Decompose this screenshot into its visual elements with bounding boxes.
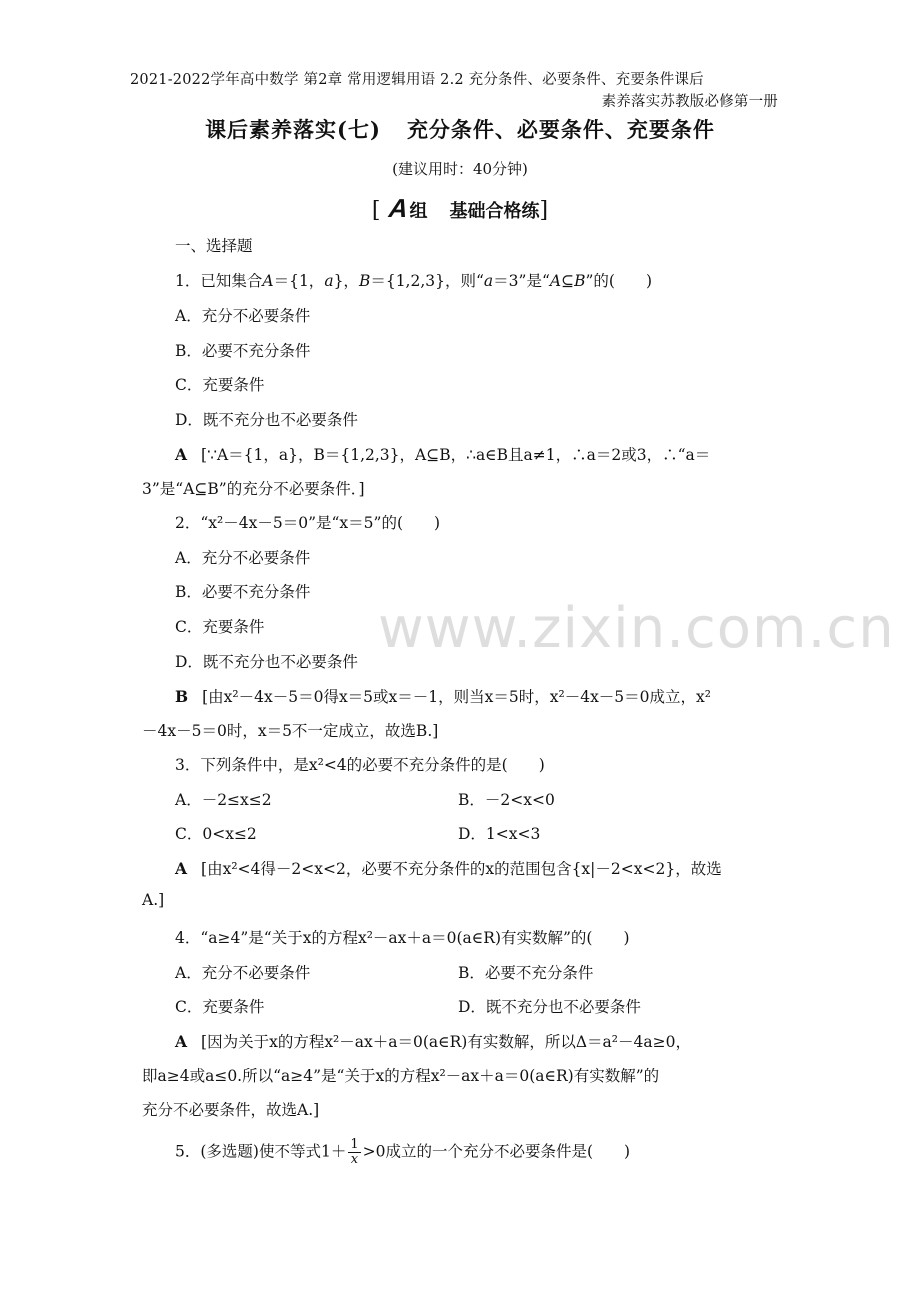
- q5-numerator: 1: [350, 1137, 359, 1152]
- q1-var-B2: B: [574, 272, 586, 290]
- q1-var-a: a: [324, 272, 334, 290]
- q4-option-d: D．既不充分也不必要条件: [458, 998, 641, 1016]
- q2-option-a: A．充分不必要条件: [175, 549, 311, 567]
- q2-stem: 2．“x²－4x－5＝0”是“x＝5”的( ): [175, 514, 441, 532]
- q1-option-c: C．充要条件: [175, 376, 265, 394]
- q5-denominator: x: [350, 1152, 359, 1167]
- group-right-bracket: ]: [539, 198, 549, 223]
- q3-sol1: [由x²<4得－2<x<2，必要不充分条件的x的范围包含{x|－2<x<2}，故选: [201, 860, 722, 878]
- q1-mid: }，: [333, 272, 359, 290]
- q2-solution-line2: －4x－5＝0时，x＝5不一定成立，故选B.]: [142, 722, 439, 740]
- q5-pre: 5．(多选题)使不等式1＋: [175, 1142, 347, 1161]
- q2-option-b: B．必要不充分条件: [175, 583, 311, 601]
- q1-sol1: [∵A＝{1，a}，B＝{1,2,3}，A⊆B，∴a∈B且a≠1，∴a＝2或3，∴“a＝: [201, 446, 711, 464]
- q3-solution-line1: [175, 857, 722, 879]
- q1-stem-a: 1．已知集合: [175, 272, 263, 290]
- q4-solution-line3: 充分不必要条件，故选A.]: [142, 1101, 320, 1119]
- q2-sol1: [由x²－4x－5＝0得x＝5或x＝－1，则当x＝5时，x²－4x－5＝0成立，x²: [202, 688, 711, 706]
- title-left: 课后素养落实(七): [205, 117, 381, 142]
- q3-option-c: C．0<x≤2: [175, 825, 257, 843]
- q5-stem: [175, 1138, 630, 1167]
- q4-solution-line1: [175, 1030, 691, 1052]
- q1-solution-line2: 3”是“A⊆B”的充分不必要条件．]: [142, 480, 365, 498]
- q4-sol1: [因为关于x的方程x²－ax＋a＝0(a∈R)有实数解，所以Δ＝a²－4a≥0，: [201, 1033, 691, 1051]
- q1-var-a2: a: [483, 272, 494, 290]
- q1-eq1: ＝{1，: [273, 272, 325, 290]
- group-zu: 组: [409, 201, 428, 222]
- group-name: 基础合格练: [449, 201, 540, 222]
- q1-var-A: A: [262, 272, 274, 290]
- q3-option-d: D．1<x<3: [458, 825, 541, 843]
- title-right: 充分条件、必要条件、充要条件: [406, 117, 715, 142]
- header-line-1: 2021-2022学年高中数学 第2章 常用逻辑用语 2.2 充分条件、必要条件、充要条件课后: [130, 72, 704, 88]
- q1-var-A2: A: [549, 272, 562, 290]
- q1-end: ”的( ): [585, 272, 653, 290]
- group-left-bracket: [: [371, 198, 381, 223]
- q1-option-d: D．既不充分也不必要条件: [175, 411, 358, 429]
- q2-option-d: D．既不充分也不必要条件: [175, 653, 358, 671]
- q2-option-c: C．充要条件: [175, 618, 265, 636]
- q1-eq2: ＝{1,2,3}，则“: [370, 272, 484, 290]
- q1-stem: [175, 269, 652, 291]
- q2-answer: B: [175, 687, 189, 706]
- q1-option-b: B．必要不充分条件: [175, 342, 311, 360]
- q4-option-b: B．必要不充分条件: [458, 964, 594, 982]
- q1-option-a: A．充分不必要条件: [175, 307, 311, 325]
- q3-stem: 3．下列条件中，是x²<4的必要不充分条件的是( ): [175, 756, 545, 774]
- q2-solution-line1: [175, 685, 711, 707]
- q4-option-c: C．充要条件: [175, 998, 265, 1016]
- q4-answer: A: [175, 1032, 188, 1051]
- q3-option-b: B．－2<x<0: [458, 791, 555, 809]
- header-line-2: 素养落实苏教版必修第一册: [601, 94, 778, 110]
- q1-subset: ⊆: [561, 272, 575, 290]
- q4-solution-line2: 即a≥4或a≤0.所以“a≥4”是“关于x的方程x²－ax＋a＝0(a∈R)有实数解”的: [142, 1067, 660, 1085]
- group-heading: [0, 193, 920, 224]
- q1-answer: A: [175, 445, 188, 464]
- q1-eq3: ＝3”是“: [493, 272, 550, 290]
- section-heading: 一、选择题: [175, 237, 253, 255]
- suggested-time: (建议用时：40分钟): [392, 160, 528, 178]
- q4-option-a: A．充分不必要条件: [175, 964, 311, 982]
- q1-var-B: B: [358, 272, 371, 290]
- q1-solution-line1: [175, 443, 710, 465]
- q4-stem: 4．“a≥4”是“关于x的方程x²－ax＋a＝0(a∈R)有实数解”的( ): [175, 929, 630, 947]
- q5-fraction: [348, 1138, 360, 1167]
- q3-option-a: A．－2≤x≤2: [175, 791, 272, 809]
- group-letter: A: [387, 193, 410, 223]
- q3-answer: A: [175, 859, 188, 878]
- q5-post: >0成立的一个充分不必要条件是( ): [362, 1142, 631, 1161]
- page-title: [0, 114, 920, 144]
- watermark: www.zixin.com.cn: [378, 596, 895, 661]
- q3-solution-line2: A.]: [142, 891, 165, 909]
